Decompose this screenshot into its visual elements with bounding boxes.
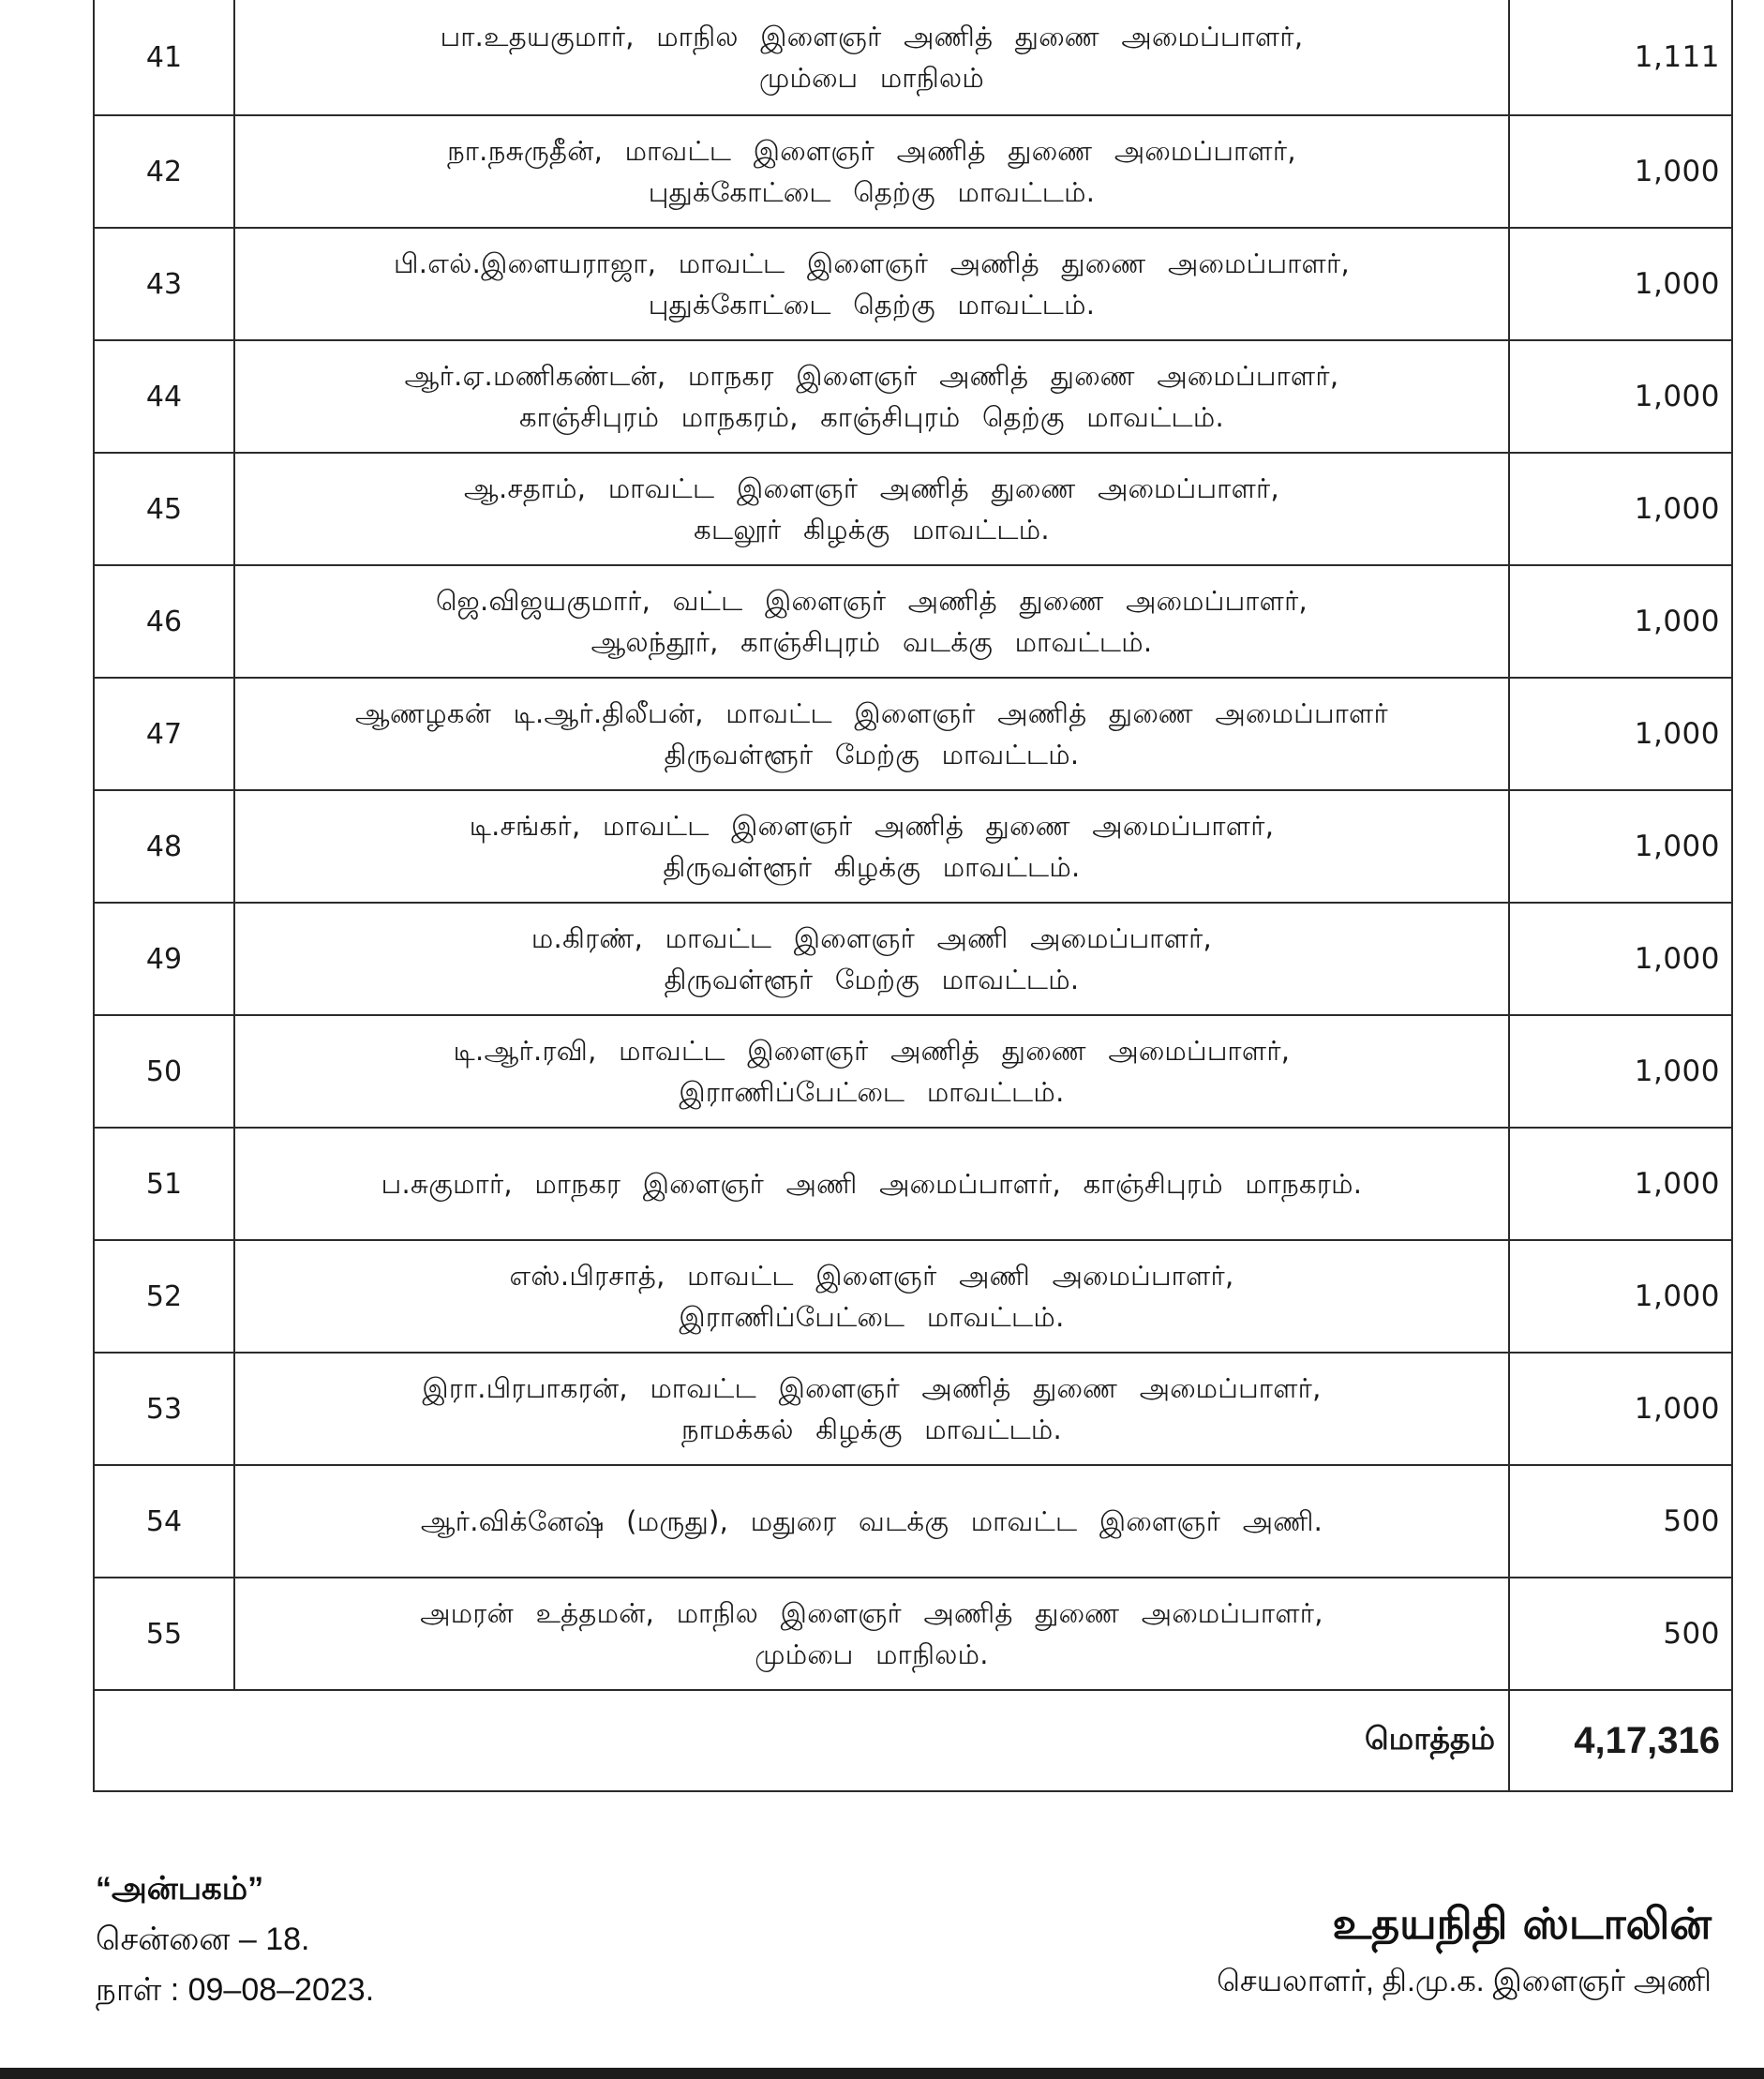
donor-name-line: டி.சங்கர், மாவட்ட இளைஞர் அணித் துணை அமைப்பாளர்,: [469, 810, 1275, 842]
donation-amount: 1,111: [1509, 0, 1732, 115]
signatory-name: உதயநிதி ஸ்டாலின்: [1332, 1898, 1712, 1949]
donor-description: [234, 1128, 1509, 1240]
donor-name-line: எஸ்.பிரசாத், மாவட்ட இளைஞர் அணி அமைப்பாளர்,: [509, 1260, 1234, 1292]
donor-description: [234, 565, 1509, 678]
serial-number: 51: [94, 1128, 234, 1240]
donation-table-container: [93, 0, 1718, 1792]
donation-amount: 1,000: [1509, 1128, 1732, 1240]
donor-description: [234, 0, 1509, 115]
table-row: [94, 678, 1732, 790]
total-amount: 4,17,316: [1509, 1690, 1732, 1791]
donor-description: [234, 903, 1509, 1015]
donation-amount: 1,000: [1509, 678, 1732, 790]
table-row: [94, 340, 1732, 453]
serial-number: 46: [94, 565, 234, 678]
donation-table-body: [94, 0, 1732, 1791]
office-name: “அன்பகம்”: [96, 1871, 264, 1907]
donation-amount: 1,000: [1509, 228, 1732, 340]
donation-amount: 1,000: [1509, 1015, 1732, 1128]
donor-name-line: பி.எல்.இளையராஜா, மாவட்ட இளைஞர் அணித் துணை அமைப்பாளர்,: [394, 247, 1350, 279]
table-row: [94, 1465, 1732, 1578]
serial-number: 45: [94, 453, 234, 565]
signatory-designation: செயலாளர், தி.மு.க. இளைஞர் அணி: [1217, 1964, 1712, 1997]
donation-amount: 1,000: [1509, 115, 1732, 228]
donor-description: [234, 340, 1509, 453]
donor-name-line: அமரன் உத்தமன், மாநில இளைஞர் அணித் துணை அமைப்பாளர்,: [420, 1597, 1323, 1629]
table-row: [94, 790, 1732, 903]
donor-area-line: காஞ்சிபுரம் மாநகரம், காஞ்சிபுரம் தெற்கு மாவட்டம்.: [518, 401, 1225, 433]
total-row: [94, 1690, 1732, 1791]
donor-area-line: திருவள்ளூர் மேற்கு மாவட்டம்.: [664, 964, 1080, 995]
table-row: [94, 1015, 1732, 1128]
donor-description: [234, 1578, 1509, 1690]
table-row: [94, 228, 1732, 340]
donor-name-line: ம.கிரண், மாவட்ட இளைஞர் அணி அமைப்பாளர்,: [531, 922, 1213, 954]
donor-description: [234, 115, 1509, 228]
donor-description: [234, 1240, 1509, 1353]
footer-address-block: [96, 1863, 374, 2015]
bottom-border-rule: [0, 2068, 1764, 2079]
donor-area-line: புதுக்கோட்டை தெற்கு மாவட்டம்.: [648, 176, 1096, 208]
serial-number: 48: [94, 790, 234, 903]
donor-name-line: ப.சுகுமார், மாநகர இளைஞர் அணி அமைப்பாளர், காஞ்சிபுரம் மாநகரம்.: [381, 1168, 1363, 1200]
donation-amount: 1,000: [1509, 565, 1732, 678]
donor-name-line: நா.நசுருதீன், மாவட்ட இளைஞர் அணித் துணை அமைப்பாளர்,: [447, 135, 1296, 167]
serial-number: 49: [94, 903, 234, 1015]
serial-number: 55: [94, 1578, 234, 1690]
donor-name-line: ஆர்.ஏ.மணிகண்டன், மாநகர இளைஞர் அணித் துணை அமைப்பாளர்,: [404, 360, 1339, 392]
donation-amount: 1,000: [1509, 903, 1732, 1015]
donor-description: [234, 1353, 1509, 1465]
donor-name-line: ஜெ.விஜயகுமார், வட்ட இளைஞர் அணித் துணை அமைப்பாளர்,: [435, 585, 1308, 617]
donor-name-line: ஆணழகன் டி.ஆர்.திலீபன், மாவட்ட இளைஞர் அணித் துணை அமைப்பாளர்: [355, 697, 1388, 729]
donor-description: [234, 678, 1509, 790]
donor-name-line: டி.ஆர்.ரவி, மாவட்ட இளைஞர் அணித் துணை அமைப்பாளர்,: [453, 1035, 1291, 1067]
donor-area-line: மும்பை மாநிலம்.: [755, 1638, 989, 1670]
footer-signature-block: [1217, 1892, 1712, 2006]
table-row: [94, 565, 1732, 678]
donor-description: [234, 1465, 1509, 1578]
donor-area-line: திருவள்ளூர் கிழக்கு மாவட்டம்.: [663, 851, 1081, 883]
donation-table: [93, 0, 1733, 1792]
donation-amount: 1,000: [1509, 790, 1732, 903]
donation-amount: 1,000: [1509, 340, 1732, 453]
donor-description: [234, 790, 1509, 903]
donor-name-line: இரா.பிரபாகரன், மாவட்ட இளைஞர் அணித் துணை அமைப்பாளர்,: [422, 1372, 1322, 1404]
donor-area-line: மும்பை மாநிலம்: [758, 62, 985, 94]
donor-area-line: திருவள்ளூர் மேற்கு மாவட்டம்.: [664, 739, 1080, 770]
donor-area-line: நாமக்கல் கிழக்கு மாவட்டம்.: [680, 1413, 1062, 1445]
donation-amount: 1,000: [1509, 453, 1732, 565]
serial-number: 50: [94, 1015, 234, 1128]
donor-area-line: புதுக்கோட்டை தெற்கு மாவட்டம்.: [648, 289, 1096, 321]
table-row: [94, 1353, 1732, 1465]
donation-amount: 500: [1509, 1465, 1732, 1578]
donor-name-line: ஆ.சதாம், மாவட்ட இளைஞர் அணித் துணை அமைப்பாளர்,: [463, 472, 1280, 504]
donor-area-line: கடலூர் கிழக்கு மாவட்டம்.: [694, 514, 1050, 546]
donor-area-line: இராணிப்பேட்டை மாவட்டம்.: [679, 1076, 1065, 1108]
donor-name-line: பா.உதயகுமார், மாநில இளைஞர் அணித் துணை அமைப்பாளர்,: [440, 21, 1304, 52]
donor-area-line: இராணிப்பேட்டை மாவட்டம்.: [679, 1301, 1065, 1333]
serial-number: 42: [94, 115, 234, 228]
total-label: மொத்தம்: [94, 1690, 1509, 1791]
donation-amount: 1,000: [1509, 1353, 1732, 1465]
donor-description: [234, 228, 1509, 340]
serial-number: 47: [94, 678, 234, 790]
donation-amount: 1,000: [1509, 1240, 1732, 1353]
table-row: [94, 903, 1732, 1015]
table-row: [94, 1128, 1732, 1240]
serial-number: 54: [94, 1465, 234, 1578]
serial-number: 53: [94, 1353, 234, 1465]
table-row: [94, 1578, 1732, 1690]
serial-number: 44: [94, 340, 234, 453]
serial-number: 41: [94, 0, 234, 115]
donor-description: [234, 453, 1509, 565]
table-row: [94, 453, 1732, 565]
issue-date: நாள் : 09–08–2023.: [96, 1972, 375, 2008]
table-row: [94, 0, 1732, 115]
serial-number: 43: [94, 228, 234, 340]
table-row: [94, 1240, 1732, 1353]
donor-description: [234, 1015, 1509, 1128]
donor-name-line: ஆர்.விக்னேஷ் (மருது), மதுரை வடக்கு மாவட்ட இளைஞர் அணி.: [420, 1505, 1323, 1537]
donor-area-line: ஆலந்தூர், காஞ்சிபுரம் வடக்கு மாவட்டம்.: [590, 626, 1153, 658]
donation-amount: 500: [1509, 1578, 1732, 1690]
office-city: சென்னை – 18.: [96, 1922, 310, 1957]
serial-number: 52: [94, 1240, 234, 1353]
table-row: [94, 115, 1732, 228]
